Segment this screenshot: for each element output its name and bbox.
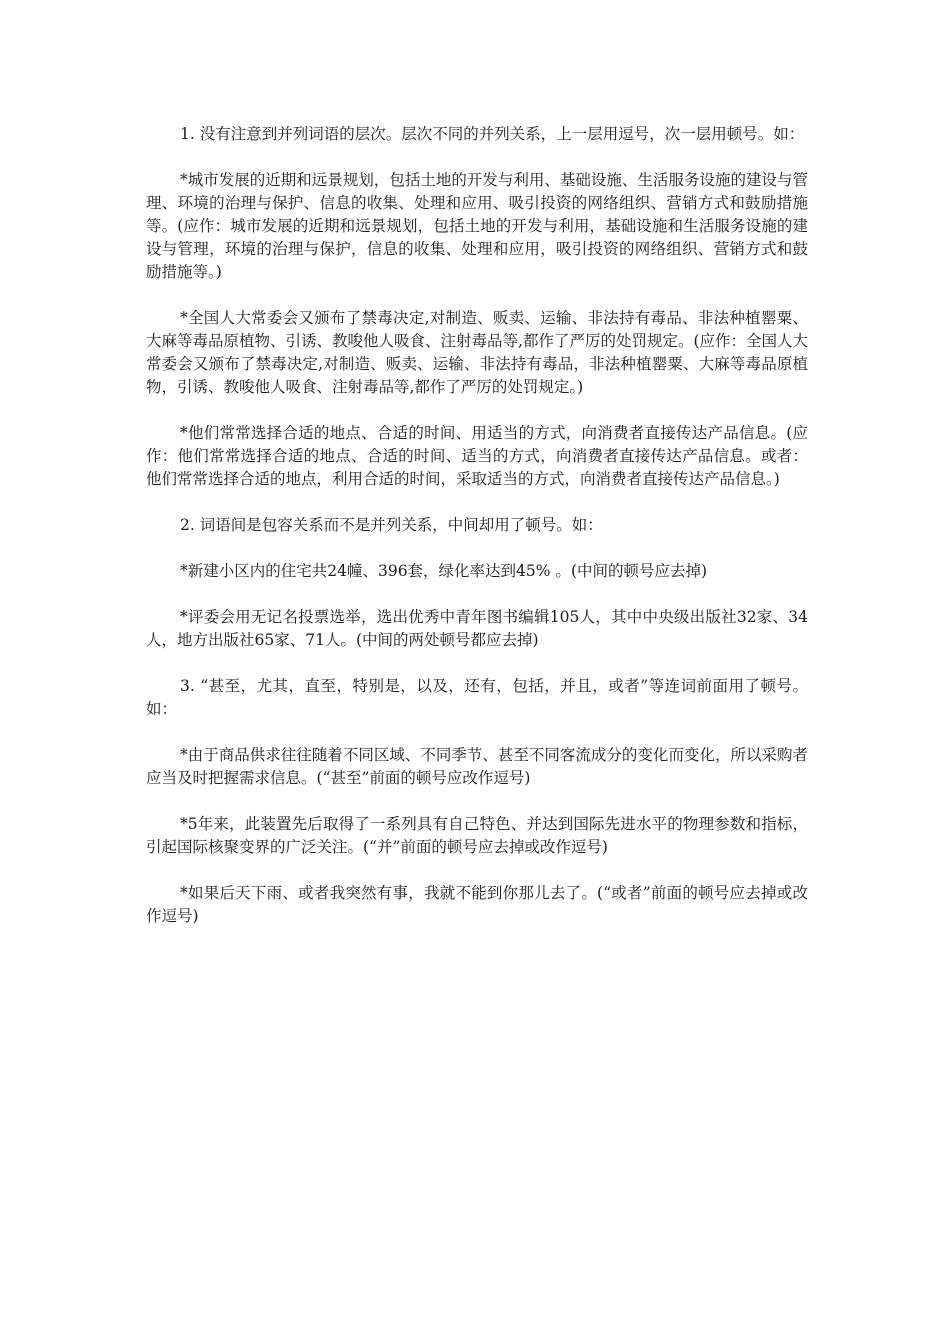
example-paragraph: *评委会用无记名投票选举，选出优秀中青年图书编辑105人，其中中央级出版社32家、34人，地方出版社65家、71人。(中间的两处顿号都应去掉) [146,608,808,649]
example-paragraph: *全国人大常委会又颁布了禁毒决定,对制造、贩卖、运输、非法持有毒品、非法种植罂粟、大麻等毒品原植物、引诱、教唆他人吸食、注射毒品等,都作了严厉的处罚规定。(应作：全国人大常委会又颁布了禁毒决定,对制造、贩卖、运输、非法持有毒品，非法种植罂粟、大麻等毒品原植物，引诱、教唆他人吸食、注射毒品等,都作了严厉的处罚规定。) [146,309,808,396]
example-paragraph: *由于商品供求往往随着不同区域、不同季节、甚至不同客流成分的变化而变化，所以采购者应当及时把握需求信息。(“甚至”前面的顿号应改作逗号) [146,746,808,787]
paragraph-rule-2: 2. 词语间是包容关系而不是并列关系，中间却用了顿号。如： [180,516,603,534]
paragraph-rule-1: 1. 没有注意到并列词语的层次。层次不同的并列关系，上一层用逗号，次一层用顿号。如： [180,125,805,143]
document-body [146,123,808,951]
example-paragraph: *城市发展的近期和远景规划，包括土地的开发与利用、基础设施、生活服务设施的建设与管理、环境的治理与保护、信息的收集、处理和应用、吸引投资的网络组织、营销方式和鼓励措施等。(应作：城市发展的近期和远景规划，包括土地的开发与利用，基础设施和生活服务设施的建设与管理，环境的治理与保护，信息的收集、处理和应用，吸引投资的网络组织、营销方式和鼓励措施等。) [146,171,808,281]
example-paragraph: *5年来，此装置先后取得了一系列具有自己特色、并达到国际先进水平的物理参数和指标，引起国际核聚变界的广泛关注。(“并”前面的顿号应去掉或改作逗号) [146,815,808,856]
example-paragraph: *新建小区内的住宅共24幢、396套，绿化率达到45% 。(中间的顿号应去掉) [180,562,708,580]
paragraph-rule-3: 3. “甚至，尤其，直至，特别是，以及，还有，包括，并且，或者”等连词前面用了顿号。如： [146,677,808,718]
example-paragraph: *他们常常选择合适的地点、合适的时间、用适当的方式，向消费者直接传达产品信息。(应作：他们常常选择合适的地点、合适的时间、适当的方式，向消费者直接传达产品信息。或者：他们常常选择合适的地点，利用合适的时间，采取适当的方式，向消费者直接传达产品信息。) [146,424,808,488]
example-paragraph: *如果后天下雨、或者我突然有事，我就不能到你那儿去了。(“或者”前面的顿号应去掉或改作逗号) [146,884,808,925]
